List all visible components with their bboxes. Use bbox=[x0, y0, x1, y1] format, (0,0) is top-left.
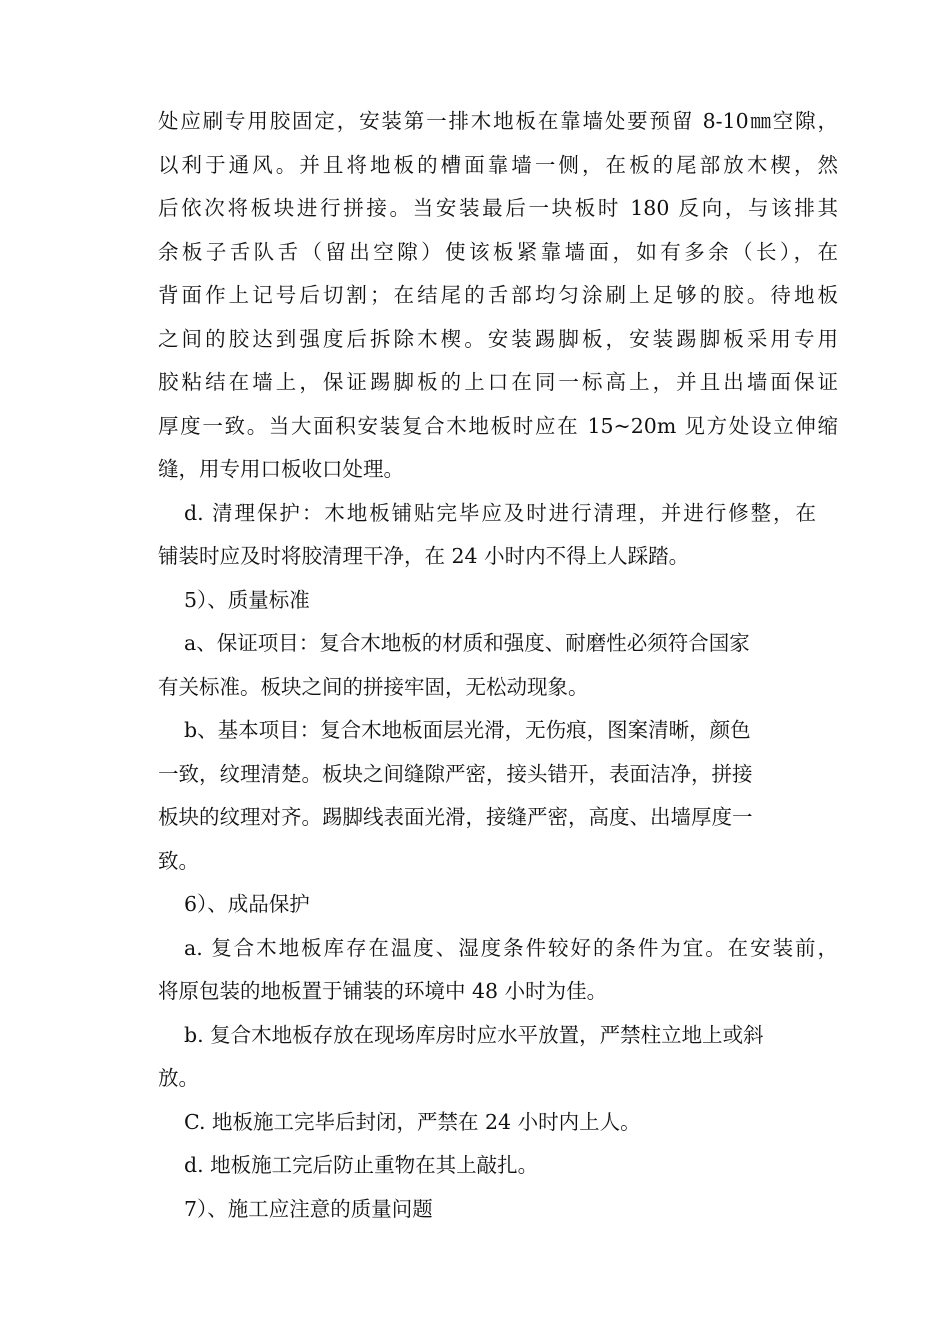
text-line: 铺装时应及时将胶清理干净，在 24 小时内不得上人踩踏。 bbox=[158, 544, 690, 568]
paragraph-a-storage: a. 复合木地板库存在温度、湿度条件较好的条件为宜。在安装前， bbox=[184, 936, 838, 960]
paragraph-a-guarantee: a、保证项目：复合木地板的材质和强度、耐磨性必须符合国家 bbox=[184, 631, 750, 655]
text-line: 以利于通风。并且将地板的槽面靠墙一侧，在板的尾部放木楔，然 bbox=[158, 153, 838, 177]
text-line: 处应刷专用胶固定，安装第一排木地板在靠墙处要预留 8-10㎜空隙， bbox=[158, 109, 838, 133]
section-heading-5: 5）、质量标准 bbox=[184, 588, 310, 612]
text-line: 放。 bbox=[158, 1066, 199, 1090]
text-line: 厚度一致。当大面积安装复合木地板时应在 15~20m 见方处设立伸缩 bbox=[158, 414, 838, 438]
paragraph-c-sealing: C. 地板施工完毕后封闭，严禁在 24 小时内上人。 bbox=[184, 1110, 641, 1134]
paragraph-b-storage: b. 复合木地板存放在现场库房时应水平放置，严禁柱立地上或斜 bbox=[184, 1023, 764, 1047]
paragraph-d-cleaning: d. 清理保护：木地板铺贴完毕应及时进行清理，并进行修整，在 bbox=[184, 501, 816, 525]
text-line: 余板子舌队舌（留出空隙）使该板紧靠墙面，如有多余（长），在 bbox=[158, 240, 838, 264]
text-line: 一致，纹理清楚。板块之间缝隙严密，接头错开，表面洁净，拼接 bbox=[158, 762, 753, 786]
paragraph-b-basic: b、基本项目：复合木地板面层光滑，无伤痕，图案清晰，颜色 bbox=[184, 718, 751, 742]
text-line: 后依次将板块进行拼接。当安装最后一块板时 180 反向，与该排其 bbox=[158, 196, 838, 220]
text-line: 胶粘结在墙上，保证踢脚板的上口在同一标高上，并且出墙面保证 bbox=[158, 370, 838, 394]
text-line: 缝，用专用口板收口处理。 bbox=[158, 457, 404, 481]
text-line: 将原包装的地板置于铺装的环境中 48 小时为佳。 bbox=[158, 979, 608, 1003]
paragraph-d-heavy: d. 地板施工完后防止重物在其上敲扎。 bbox=[184, 1153, 539, 1177]
text-line: 背面作上记号后切割；在结尾的舌部均匀涂刷上足够的胶。待地板 bbox=[158, 283, 838, 307]
text-line: 有关标准。板块之间的拼接牢固，无松动现象。 bbox=[158, 675, 589, 699]
section-heading-6: 6）、成品保护 bbox=[184, 892, 310, 916]
text-line: 致。 bbox=[158, 849, 199, 873]
text-line: 板块的纹理对齐。踢脚线表面光滑，接缝严密，高度、出墙厚度一 bbox=[158, 805, 753, 829]
text-line: 之间的胶达到强度后拆除木楔。安装踢脚板，安装踢脚板采用专用 bbox=[158, 327, 838, 351]
section-heading-7: 7）、施工应注意的质量问题 bbox=[184, 1197, 433, 1221]
